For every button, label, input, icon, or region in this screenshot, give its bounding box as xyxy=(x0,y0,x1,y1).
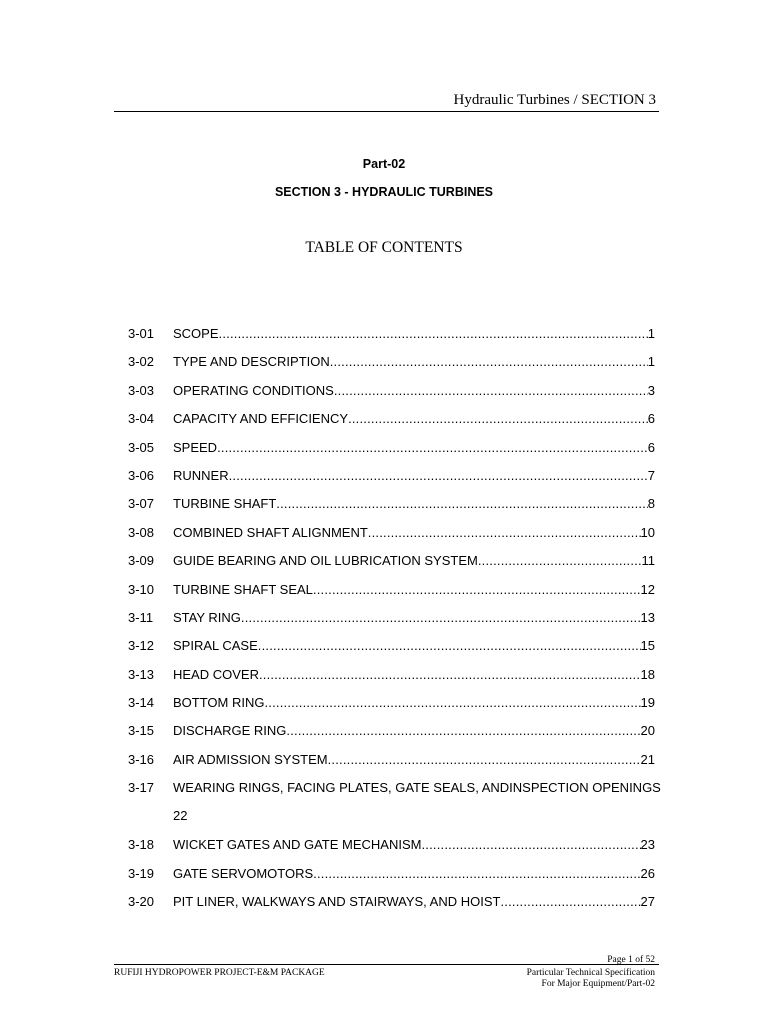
toc-entry[interactable] xyxy=(128,774,661,831)
toc-entry-number: 3-17 xyxy=(128,780,155,796)
toc-entry-label: SPIRAL CASE xyxy=(173,638,258,654)
toc-entry-number: 3-18 xyxy=(128,837,155,853)
toc-entry[interactable] xyxy=(128,405,655,433)
toc-entry-number: 3-05 xyxy=(128,439,155,455)
toc-entry-page: 23 xyxy=(640,837,655,853)
toc-entry-label: DISCHARGE RING xyxy=(173,723,287,739)
footer-spec-line-1: Particular Technical Specification xyxy=(526,968,655,978)
footer-rule xyxy=(114,964,659,965)
toc-entry-label: TURBINE SHAFT SEAL xyxy=(173,581,313,597)
toc-entry[interactable] xyxy=(128,860,655,888)
toc-leader-dots xyxy=(478,553,642,569)
toc-entry-label: GATE SERVOMOTORS xyxy=(173,865,314,881)
toc-leader-dots xyxy=(368,525,641,541)
toc-leader-dots xyxy=(229,468,648,484)
toc-entry-page: 1 xyxy=(647,326,655,341)
toc-entry-page: 11 xyxy=(641,553,655,569)
toc-entry-number: 3-14 xyxy=(128,695,155,711)
toc-entry[interactable] xyxy=(128,604,655,632)
toc-entry-page: 26 xyxy=(640,865,655,881)
toc-entry[interactable] xyxy=(128,547,655,575)
toc-entry-page: 6 xyxy=(647,411,655,427)
toc-entry-page: 6 xyxy=(647,439,655,455)
toc-entry[interactable] xyxy=(128,462,655,490)
toc-entry-page: 3 xyxy=(647,382,655,398)
toc-leader-dots xyxy=(217,440,648,456)
page-number: Page 1 of 52 xyxy=(607,955,655,965)
toc-entry-number: 3-07 xyxy=(128,496,155,512)
toc-entry-number: 3-04 xyxy=(128,411,155,427)
part-label: Part-02 xyxy=(362,157,406,171)
toc-entry-number: 3-15 xyxy=(128,723,155,739)
toc-entry[interactable] xyxy=(128,831,655,859)
toc-entry-page: 10 xyxy=(640,524,655,540)
toc-entry[interactable] xyxy=(128,632,655,660)
toc-entry-number: 3-11 xyxy=(128,609,154,625)
toc-entry[interactable] xyxy=(128,689,655,717)
toc-entry-label: TURBINE SHAFT xyxy=(173,496,277,512)
toc-leader-dots xyxy=(286,723,640,739)
toc-entry[interactable] xyxy=(128,377,655,405)
toc-entry-number: 3-08 xyxy=(128,524,155,540)
running-header: Hydraulic Turbines / SECTION 3 xyxy=(453,92,656,108)
toc-entry[interactable] xyxy=(128,717,655,745)
toc-entry-page: 15 xyxy=(640,638,655,654)
toc-entry[interactable] xyxy=(128,661,655,689)
toc-entry-number: 3-20 xyxy=(128,894,155,910)
toc-entry[interactable] xyxy=(128,348,655,376)
toc-entry-label: GUIDE BEARING AND OIL LUBRICATION SYSTEM xyxy=(173,553,478,569)
toc-entry-number: 3-02 xyxy=(128,354,155,370)
toc-entry-page: 8 xyxy=(647,496,655,512)
toc-entry-label: PIT LINER, WALKWAYS AND STAIRWAYS, AND HOIST xyxy=(173,894,501,910)
toc-entry-page: 22 xyxy=(173,808,188,824)
toc-leader-dots xyxy=(258,638,641,654)
toc-entry-number: 3-01 xyxy=(128,326,155,341)
toc-entry-number: 3-16 xyxy=(128,751,155,767)
toc-entry-page: 21 xyxy=(640,751,655,767)
toc-entry-label: RUNNER xyxy=(173,467,229,483)
footer-project-name: RUFIJI HYDROPOWER PROJECT-E&M PACKAGE xyxy=(114,968,325,978)
table-of-contents xyxy=(128,320,661,916)
toc-entry-label: STAY RING xyxy=(173,609,241,625)
toc-entry-page: 18 xyxy=(640,666,655,682)
toc-entry-label: WEARING RINGS, FACING PLATES, GATE SEALS, AND xyxy=(173,780,510,796)
toc-entry-page: 20 xyxy=(640,723,655,739)
header-rule xyxy=(114,111,659,112)
toc-leader-dots xyxy=(264,695,640,711)
toc-entry-number: 3-13 xyxy=(128,666,155,682)
toc-entry-page: 19 xyxy=(640,695,655,711)
toc-entry-label: CAPACITY AND EFFICIENCY xyxy=(173,411,349,427)
toc-entry[interactable] xyxy=(128,519,655,547)
toc-entry-label: AIR ADMISSION SYSTEM xyxy=(173,751,328,767)
toc-leader-dots xyxy=(328,752,641,768)
toc-entry-number: 3-10 xyxy=(128,581,155,597)
toc-entry-label-continued: INSPECTION OPENINGS xyxy=(509,780,661,796)
toc-entry-label: COMBINED SHAFT ALIGNMENT xyxy=(173,524,368,540)
toc-entry-page: 12 xyxy=(640,581,655,597)
toc-entry-number: 3-06 xyxy=(128,467,155,483)
toc-entry-page: 13 xyxy=(640,609,655,625)
footer-spec-line-2: For Major Equipment/Part-02 xyxy=(541,979,655,989)
toc-title: TABLE OF CONTENTS xyxy=(305,239,463,256)
toc-entry[interactable] xyxy=(128,490,655,518)
toc-entry-label: HEAD COVER xyxy=(173,666,259,682)
toc-entry-label: SPEED xyxy=(173,439,218,455)
toc-entry-label: WICKET GATES AND GATE MECHANISM xyxy=(173,837,422,853)
toc-entry-label: BOTTOM RING xyxy=(173,695,265,711)
toc-entry[interactable] xyxy=(128,576,655,604)
toc-entry-label: TYPE AND DESCRIPTION xyxy=(173,354,330,370)
toc-leader-dots xyxy=(276,496,647,512)
toc-leader-dots xyxy=(313,866,640,882)
toc-entry-page: 1 xyxy=(647,354,655,370)
toc-leader-dots xyxy=(421,837,640,853)
toc-leader-dots xyxy=(334,383,648,399)
toc-entry-page: 27 xyxy=(640,894,655,910)
toc-entry[interactable] xyxy=(128,320,655,348)
toc-leader-dots xyxy=(313,582,641,598)
toc-leader-dots xyxy=(500,894,640,910)
toc-entry-label: SCOPE xyxy=(173,326,219,341)
toc-entry[interactable] xyxy=(128,434,655,462)
toc-leader-dots xyxy=(330,354,648,370)
toc-leader-dots xyxy=(348,411,648,427)
toc-leader-dots xyxy=(219,326,648,342)
toc-leader-dots xyxy=(241,610,641,626)
toc-entry[interactable] xyxy=(128,746,655,774)
toc-entry-page: 7 xyxy=(647,467,655,483)
section-title: SECTION 3 - HYDRAULIC TURBINES xyxy=(274,185,494,199)
toc-entry-number: 3-19 xyxy=(128,865,155,881)
toc-entry-number: 3-09 xyxy=(128,553,155,569)
toc-entry-number: 3-12 xyxy=(128,638,155,654)
toc-leader-dots xyxy=(259,667,641,683)
toc-entry[interactable] xyxy=(128,888,655,916)
toc-entry-label: OPERATING CONDITIONS xyxy=(173,382,334,398)
footer-spec-title xyxy=(527,968,655,990)
toc-entry-number: 3-03 xyxy=(128,382,155,398)
